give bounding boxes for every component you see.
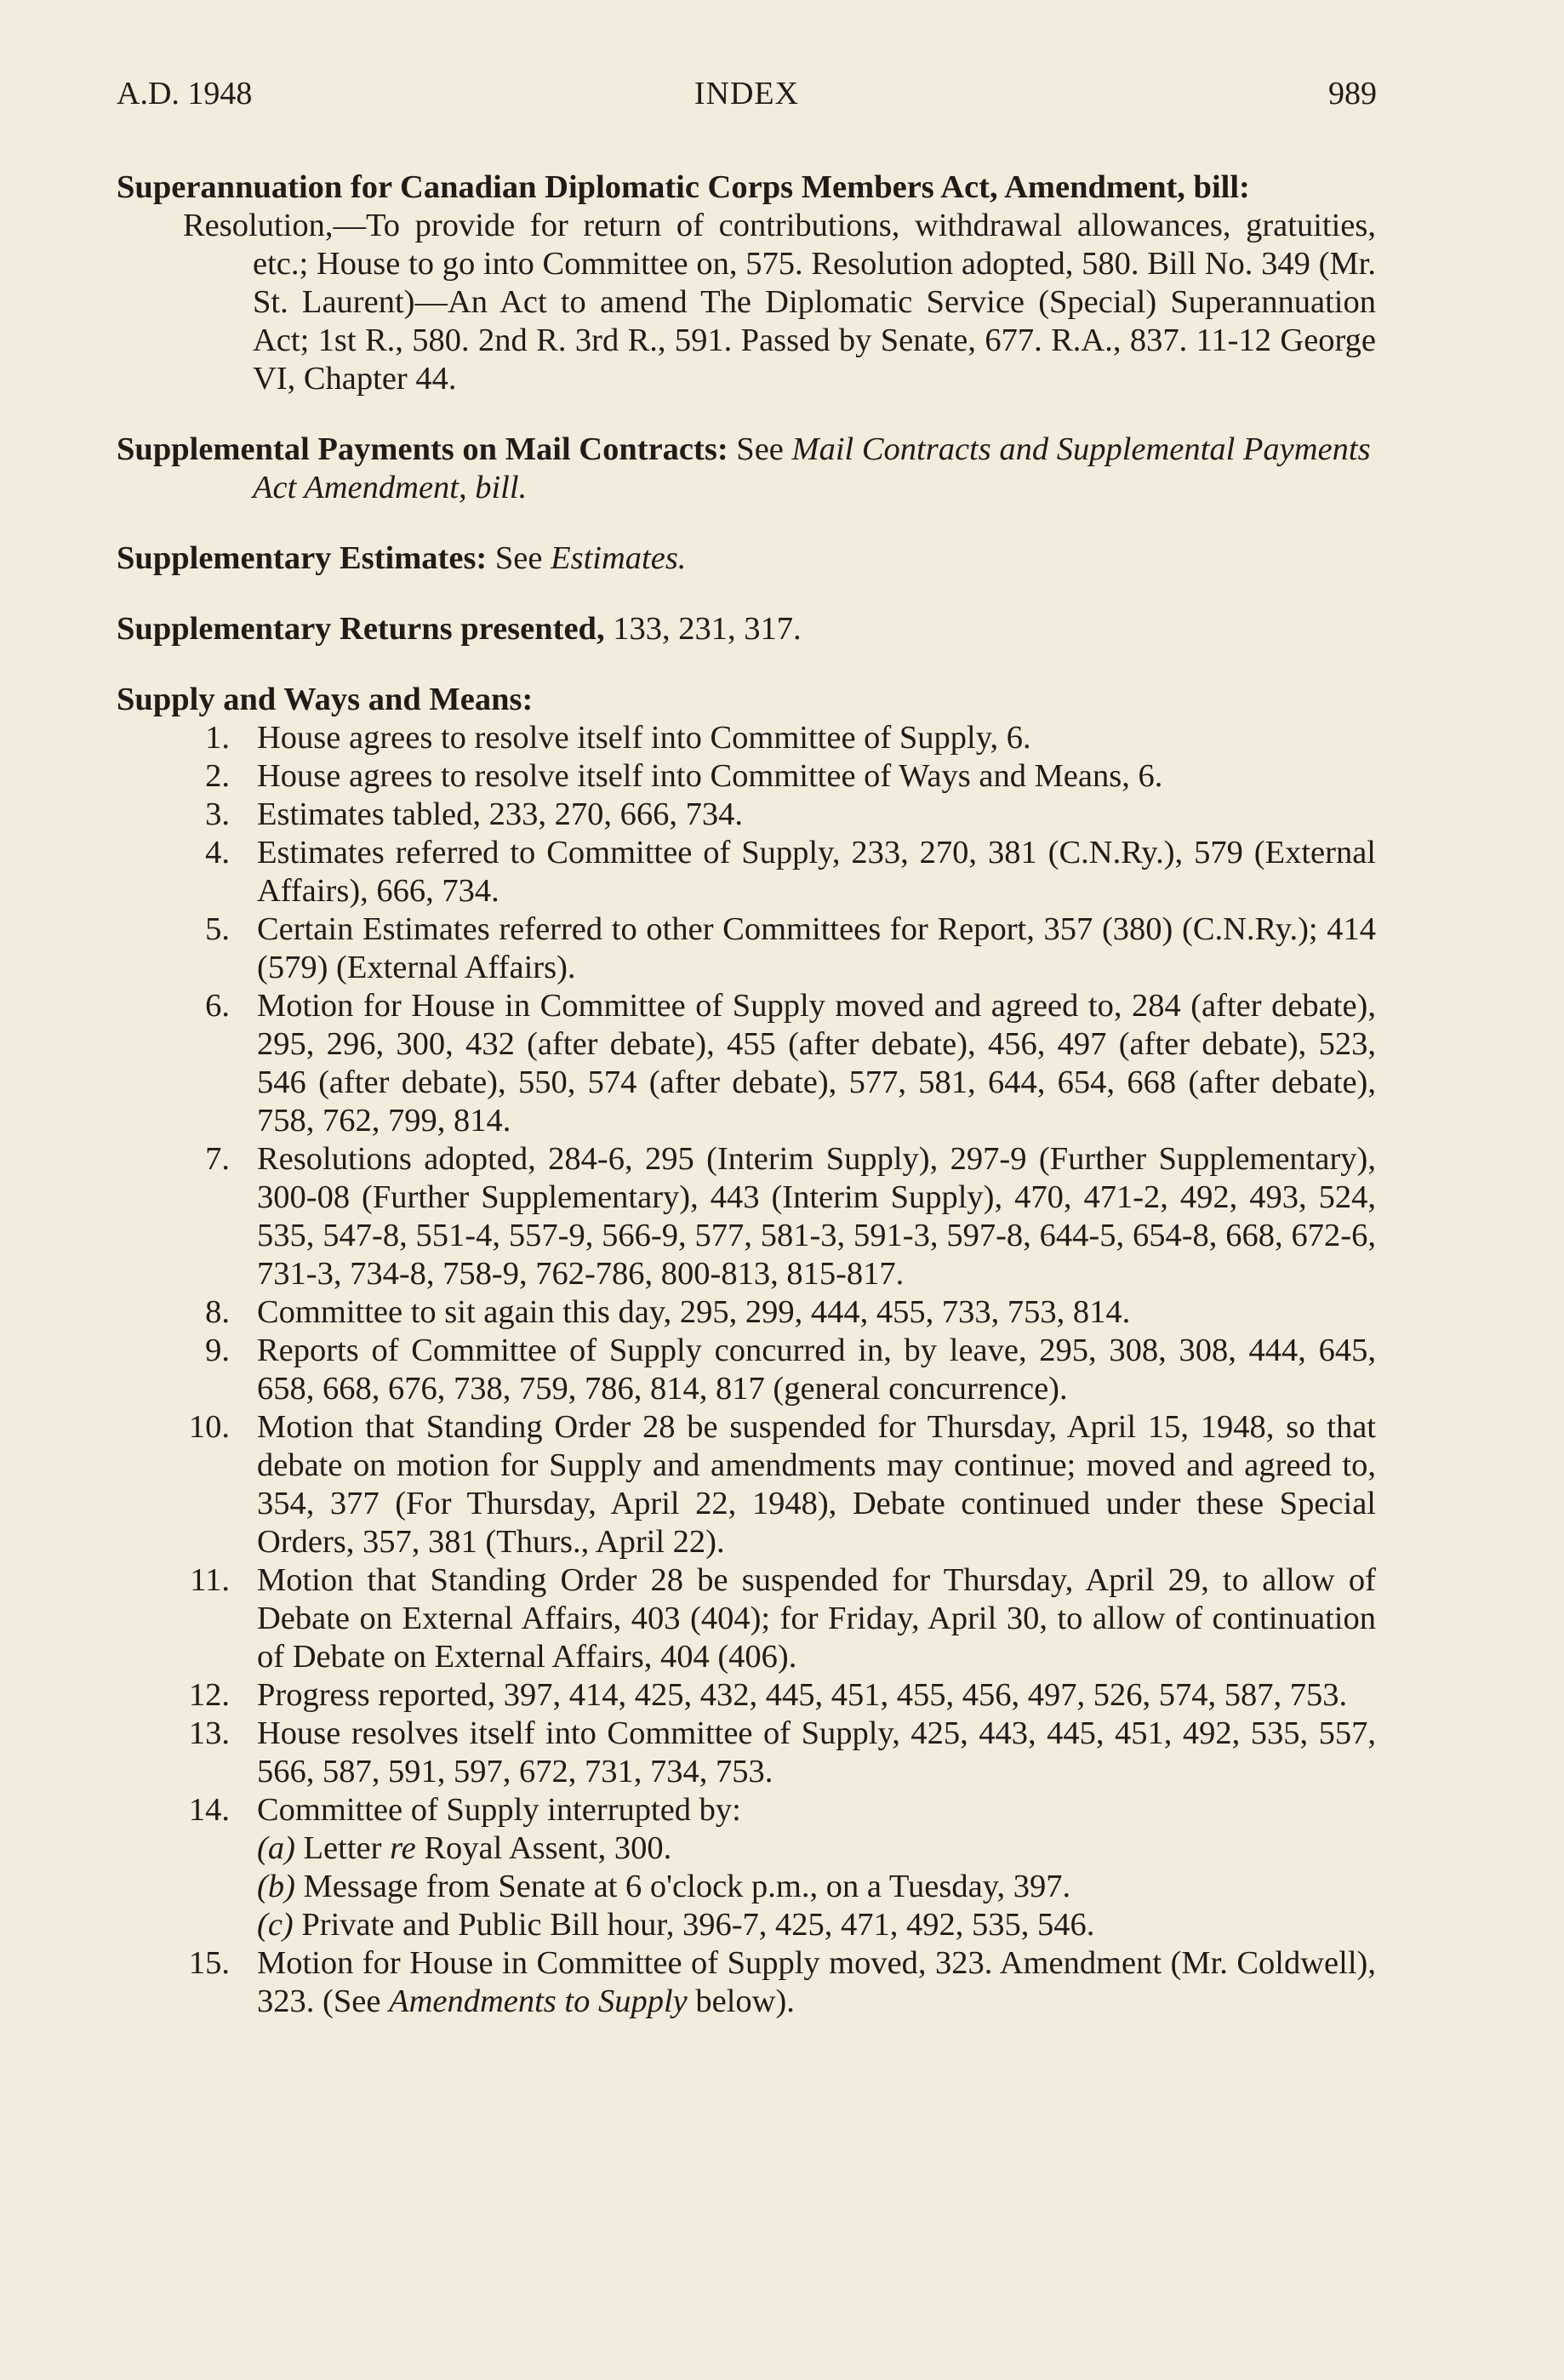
list-item [117,1715,1376,1791]
header-title: INDEX [694,76,800,111]
supply-subentries [117,719,1376,2021]
see-reference: Mail Contracts and Supplemental Payments Act Amendment, bill. [253,431,1371,505]
see-label: See [736,431,784,467]
entry-heading: Supply and Ways and Means: [117,682,534,717]
sub-item-letter: (c) [257,1907,294,1943]
index-entry-supplementary-returns [117,610,1376,648]
list-item [117,1676,1376,1715]
item-number: 14. [188,1792,230,1828]
item-number: 10. [188,1409,230,1445]
item-text: Reports of Committee of Supply concurred in, by leave, 295, 308, 308, 444, 645, 658, 668, 676, 738, 759, 786, 814, 817 (general concurrence). [257,1333,1376,1407]
list-item [117,1561,1376,1676]
item-number: 12. [188,1677,230,1713]
sub-item-text: Letter [303,1830,382,1866]
entry-body: Resolution,—To provide for return of contributions, withdrawal allowances, gratuities, etc.; House to go into Committee on, 575. Resolution adopted, 580. Bill No. 349 (Mr. St. Laurent)—An Act to amend The Diplomatic Service (Special) Superannuation Act; 1st R., 580. 2nd R. 3rd R., 591. Passed by Senate, 677. R.A., 837. 11-12 George VI, Chapter 44. [183,208,1376,397]
header-year: A.D. 1948 [117,76,253,111]
page-number: 989 [1328,76,1377,111]
cross-reference: Amendments to Supply [389,1983,688,2019]
item-text: Progress reported, 397, 414, 425, 432, 445, 451, 455, 456, 497, 526, 574, 587, 753. [257,1677,1348,1713]
running-head [117,75,1377,126]
list-item [117,1791,1376,1944]
see-label: See [494,540,543,576]
list-item [117,1140,1376,1293]
sub-item-italic: re [390,1830,416,1866]
item-text: Committee of Supply interrupted by: [257,1792,741,1828]
item-text: Estimates referred to Committee of Supply, 233, 270, 381 (C.N.Ry.), 579 (External Affairs), 666, 734. [257,835,1376,909]
sub-list-item [257,1829,1376,1868]
list-item [117,1332,1376,1408]
index-entry-supply [117,681,1376,2021]
item-text: House agrees to resolve itself into Committee of Ways and Means, 6. [257,758,1163,794]
item-number: 7. [205,1141,230,1177]
index-entry-superannuation [117,168,1376,398]
list-item [117,796,1376,834]
item-text: Certain Estimates referred to other Committees for Report, 357 (380) (C.N.Ry.); 414 (579) (External Affairs). [257,911,1376,985]
entry-heading: Superannuation for Canadian Diplomatic Corps Members Act, Amendment, bill: [117,169,1250,205]
item-text: Motion for House in Committee of Supply moved, 323. Amendment (Mr. Coldwell), 323. (See [257,1945,1376,2019]
sub-item-text: Message from Senate at 6 o'clock p.m., on a Tuesday, 397. [303,1869,1071,1904]
list-item [117,834,1376,910]
item-text: Resolutions adopted, 284-6, 295 (Interim Supply), 297-9 (Further Supplementary), 300-08 (Further Supplementary), 443 (Interim Supply), 470, 471-2, 492, 493, 524, 535, 547-8, 551-4, 557-9, 566-9, 577, 581-3, 591-3, 597-8, 644-5, 654-8, 668, 672-6, 731-3, 734-8, 758-9, 762-786, 800-813, 815-817. [257,1141,1376,1292]
item-number: 3. [205,796,230,832]
index-entry-supplementary-estimates [117,539,1376,578]
entry-heading: Supplementary Estimates: [117,540,488,576]
item-text-end: below). [695,1983,795,2019]
item-number: 4. [205,835,230,870]
see-reference: Estimates. [551,540,687,576]
page-references: 133, 231, 317. [613,611,802,647]
list-item [117,987,1376,1140]
list-item [117,1293,1376,1332]
entry-heading: Supplementary Returns presented, [117,611,605,647]
entry-line [117,610,1376,648]
sub-list-item [257,1906,1376,1944]
item-number: 2. [205,758,230,794]
item-number: 11. [190,1562,230,1598]
list-item [117,910,1376,987]
index-entry-supplemental-payments [117,431,1376,507]
item-number: 13. [188,1715,230,1751]
item-text: Estimates tabled, 233, 270, 666, 734. [257,796,744,832]
sub-item-text: Private and Public Bill hour, 396-7, 425, 471, 492, 535, 546. [301,1907,1095,1943]
list-item [117,1408,1376,1561]
item-number: 8. [205,1294,230,1330]
index-content [117,168,1376,2053]
sub-item-letter: (b) [257,1869,295,1904]
sub-list-item [257,1868,1376,1906]
entry-line [117,539,1376,578]
item-text: House agrees to resolve itself into Committee of Supply, 6. [257,720,1031,756]
list-item [117,757,1376,796]
list-item [117,1944,1376,2021]
item-number: 6. [205,988,230,1024]
interruption-subitems [257,1829,1376,1944]
item-number: 5. [205,911,230,947]
sub-item-text-end: Royal Assent, 300. [424,1830,672,1866]
item-text: House resolves itself into Committee of Supply, 425, 443, 445, 451, 492, 535, 557, 566, 587, 591, 597, 672, 731, 734, 753. [257,1715,1376,1789]
entry-heading: Supplemental Payments on Mail Contracts: [117,431,728,467]
item-number: 1. [205,720,230,756]
sub-item-letter: (a) [257,1830,295,1866]
item-text: Committee to sit again this day, 295, 299, 444, 455, 733, 753, 814. [257,1294,1131,1330]
item-text: Motion that Standing Order 28 be suspended for Thursday, April 15, 1948, so that debate on motion for Supply and amendments may continue; moved and agreed to, 354, 377 (For Thursday, April 22, 1948), Debate continued under these Special Orders, 357, 381 (Thurs., April 22). [257,1409,1376,1560]
item-text: Motion for House in Committee of Supply moved and agreed to, 284 (after debate), 295, 296, 300, 432 (after debate), 455 (after debate), 456, 497 (after debate), 523, 546 (after debate), 550, 574 (after debate), 577, 581, 644, 654, 668 (after debate), 758, 762, 799, 814. [257,988,1376,1139]
item-number: 9. [205,1333,230,1368]
item-text: Motion that Standing Order 28 be suspended for Thursday, April 29, to allow of Debate on External Affairs, 403 (404); for Friday, April 30, to allow of continuation of Debate on External Affairs, 404 (406). [257,1562,1376,1675]
entry-line [117,431,1376,507]
item-number: 15. [188,1945,230,1981]
list-item [117,719,1376,757]
